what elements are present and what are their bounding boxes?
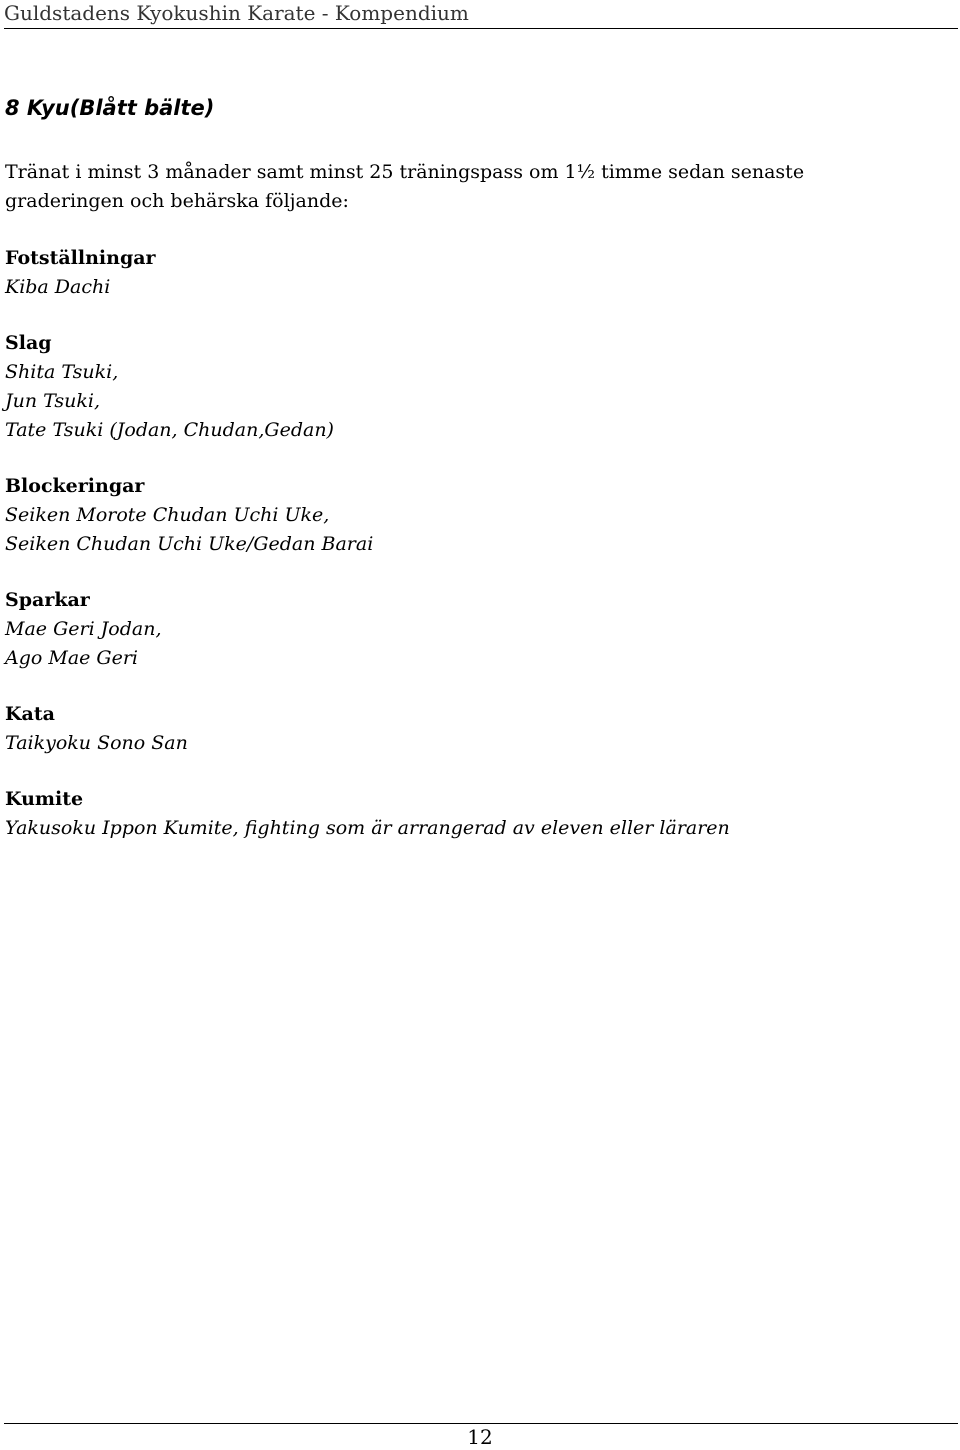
intro-line: Tränat i minst 3 månader samt minst 25 träningspass om 1½ timme sedan senaste	[5, 161, 805, 183]
intro-line: graderingen och behärska följande:	[5, 190, 349, 212]
section-title: Kata	[5, 703, 55, 725]
page-content	[5, 92, 955, 870]
section-title: Blockeringar	[5, 475, 145, 497]
page-heading: 8 Kyu(Blått bälte)	[5, 96, 215, 120]
list-item: Tate Tsuki (Jodan, Chudan,Gedan)	[5, 419, 334, 441]
section-blockeringar	[5, 472, 955, 559]
section-fotstallningar	[5, 244, 955, 302]
page-number: 12	[467, 1425, 493, 1449]
section-title: Fotställningar	[5, 247, 156, 269]
section-title: Kumite	[5, 788, 84, 810]
list-item: Seiken Chudan Uchi Uke/Gedan Barai	[5, 533, 374, 555]
list-item: Yakusoku Ippon Kumite, fighting som är arrangerad av eleven eller läraren	[5, 817, 730, 839]
section-kumite	[5, 785, 955, 843]
section-kata	[5, 700, 955, 758]
section-sparkar	[5, 586, 955, 673]
list-item: Mae Geri Jodan,	[5, 618, 162, 640]
section-slag	[5, 329, 955, 445]
running-header-title: Guldstadens Kyokushin Karate - Kompendium	[4, 1, 469, 25]
intro-paragraph	[5, 158, 955, 216]
section-title: Sparkar	[5, 589, 90, 611]
list-item: Kiba Dachi	[5, 276, 111, 298]
list-item: Seiken Morote Chudan Uchi Uke,	[5, 504, 330, 526]
section-title: Slag	[5, 332, 52, 354]
list-item: Taikyoku Sono San	[5, 732, 188, 754]
list-item: Shita Tsuki,	[5, 361, 119, 383]
list-item: Ago Mae Geri	[5, 647, 139, 669]
list-item: Jun Tsuki,	[5, 390, 101, 412]
running-header	[4, 0, 958, 29]
